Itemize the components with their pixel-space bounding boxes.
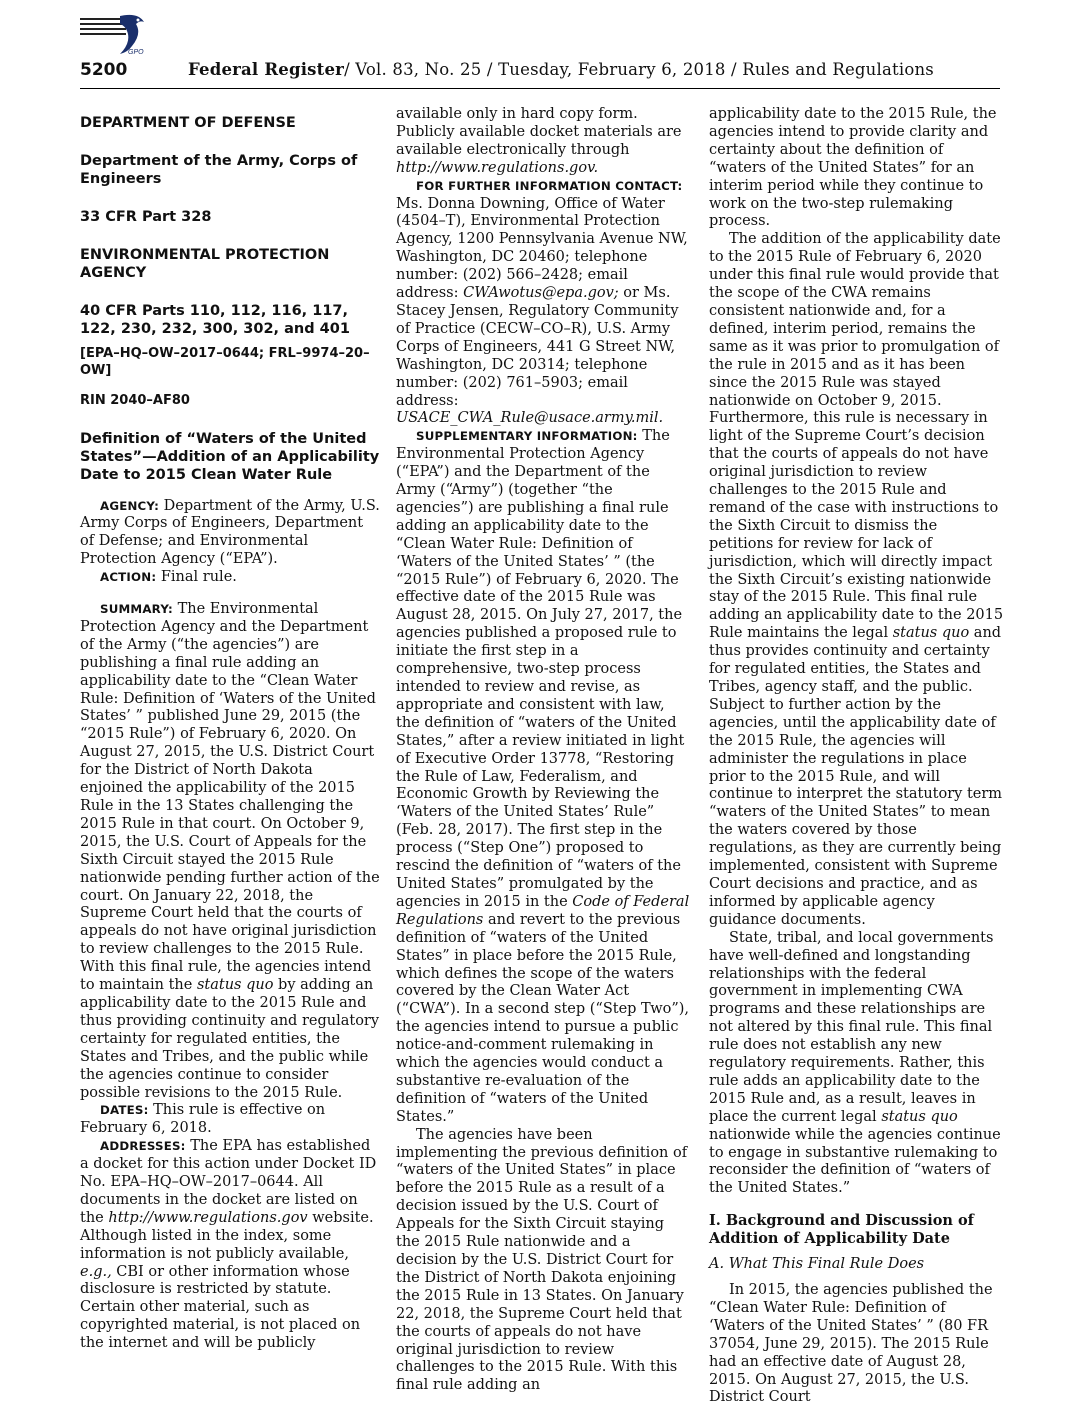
page-number: 5200 xyxy=(80,60,128,80)
dates-label: DATES: xyxy=(100,1103,149,1118)
rule-title: Definition of “Waters of the United States”—Addition of an Applicability Date to 2015 Clean Water Rule xyxy=(80,430,380,483)
agency-label: AGENCY: xyxy=(100,498,160,513)
issue-info: / Vol. 83, No. 25 / Tuesday, February 6, 2018 / Rules and Regulations xyxy=(344,60,934,79)
column-2 xyxy=(396,106,692,1396)
summary-label: SUMMARY: xyxy=(100,602,173,617)
implementation-paragraph: The agencies have been implementing the previous definition of “waters of the United States” in place before the 2015 Rule as a result of a decision issued by the U.S. Court of Appeals for the Sixth Circuit staying the 2015 Rule nationwide and a decision by the U.S. District Court for the District of North Dakota enjoining the 2015 Rule in 13 States. On January 22, 2018, the Supreme Court held that the courts of appeals do not have original jurisdiction to review challenges to the 2015 Rule. With this final rule adding an xyxy=(396,1126,688,1394)
header-rule xyxy=(80,88,1000,89)
publication-title: Federal Register xyxy=(188,60,345,79)
gpo-authentication-logo xyxy=(80,12,148,56)
regulations-gov-link[interactable]: http://www.regulations.gov xyxy=(108,1209,308,1226)
svg-text:GPO: GPO xyxy=(128,49,144,56)
contact-paragraph: FOR FURTHER INFORMATION CONTACT: Ms. Donna Downing, Office of Water (4504–T), Environmental Protection Agency, 1200 Pennsylvania Avenue NW, Washington, DC 20460; telephone number: (202) 566–2428; email address: CWAwotus@epa.gov; or Ms. Stacey Jensen, Regulatory Community of Practice (CECW–CO–R), U.S. Army Corps of Engineers, 441 G Street NW, Washington, DC 20314; telephone number: (202) 761–5903; email address: USACE_CWA_Rule@usace.army.mil. xyxy=(396,178,688,427)
contact-label: FOR FURTHER INFORMATION CONTACT: xyxy=(416,178,683,193)
epa-heading: ENVIRONMENTAL PROTECTION AGENCY xyxy=(80,247,330,281)
governments-paragraph: State, tribal, and local governments have well-defined and longstanding relationships with the federal government in implementing CWA programs and these relationships are not altered by this final rule. This final rule does not establish any new regulatory requirements. Rather, this rule adds an applicability date to the 2015 Rule and, as a result, leaves in place the current legal status quo nationwide while the agencies continue to engage in substantive rulemaking to reconsider the definition of “waters of the United States.” xyxy=(709,929,1001,1197)
department-of-defense-heading: DEPARTMENT OF DEFENSE xyxy=(80,115,296,131)
cfr-parts-heading: 40 CFR Parts 110, 112, 116, 117, 122, 230, 232, 300, 302, and 401 xyxy=(80,303,350,337)
addresses-label: ADDRESSES: xyxy=(100,1139,186,1154)
docket-number: [EPA–HQ–OW–2017–0644; FRL–9974–20–OW] xyxy=(80,346,370,378)
dates-paragraph: DATES: This rule is effective on February 6, 2018. xyxy=(80,1102,326,1137)
action-paragraph: ACTION: Final rule. xyxy=(100,569,237,586)
army-corps-heading: Department of the Army, Corps of Engineers xyxy=(80,153,358,187)
agency-paragraph: AGENCY: Department of the Army, U.S. Army Corps of Engineers, Department of Defense; and Environmental Protection Agency (“EPA”). xyxy=(80,497,380,568)
supplementary-label: SUPPLEMENTARY INFORMATION: xyxy=(416,429,638,444)
cfr-part-328-heading: 33 CFR Part 328 xyxy=(80,209,212,225)
addresses-continued: available only in hard copy form. Publicly available docket materials are available electronically through http://www.regulations.gov. xyxy=(396,106,682,176)
column-1 xyxy=(80,106,380,1396)
supplementary-paragraph: SUPPLEMENTARY INFORMATION: The Environmental Protection Agency (“EPA”) and the Department of the Army (“Army”) (together “the agencies”) are publishing a final rule adding an applicability date to the “Clean Water Rule: Definition of ‘Waters of the United States’ ” (the “2015 Rule”) of February 6, 2020. The effective date of the 2015 Rule was August 28, 2015. On July 27, 2017, the agencies published a proposed rule to initiate the first step in a comprehensive, two-step process intended to review and revise, as appropriate and consistent with law, the definition of “waters of the United States,” after a review initiated in light of Executive Order 13778, “Restoring the Rule of Law, Federalism, and Economic Growth by Reviewing the ‘Waters of the United States’ Rule” (Feb. 28, 2017). The first step in the process (“Step One”) proposed to rescind the definition of “waters of the United States” promulgated by the agencies in 2015 in the Code of Federal Regulations and revert to the previous definition of “waters of the United States” in place before the 2015 Rule, which defines the scope of the waters covered by the Clean Water Act (“CWA”). In a second step (“Step Two”), the agencies intend to pursue a public notice-and-comment rulemaking in which the agencies would conduct a substantive re-evaluation of the definition of “waters of the United States.” xyxy=(396,428,690,1125)
applicability-date-paragraph: The addition of the applicability date to the 2015 Rule of February 6, 2020 under this final rule would provide that the scope of the CWA remains consistent nationwide and, for a defined, interim period, remains the same as it was prior to promulgation of the rule in 2015 and as it has been since the 2015 Rule was stayed nationwide on October 9, 2015. Furthermore, this rule is necessary in light of the Supreme Court’s decision that the courts of appeals do not have original jurisdiction to review challenges to the 2015 Rule and remand of the case with instructions to the Sixth Circuit to dismiss the petitions for review for lack of jurisdiction, which will directly impact the Sixth Circuit’s existing nationwide stay of the 2015 Rule. This final rule adding an applicability date to the 2015 Rule maintains the legal status quo and thus provides continuity and certainty for regulated entities, the States and Tribes, agency staff, and the public. Subject to further action by the agencies, until the applicability date of the 2015 Rule, the agencies will administer the regulations in place prior to the 2015 Rule, and will continue to interpret the statutory term “waters of the United States” to mean the waters covered by those regulations, as they are currently being implemented, consistent with Supreme Court decisions and practice, and as informed by applicable agency guidance documents. xyxy=(709,231,1004,928)
column-3 xyxy=(709,106,1005,1406)
epa-email-link[interactable]: CWAwotus@epa.gov; xyxy=(463,285,619,302)
action-label: ACTION: xyxy=(100,570,157,585)
background-paragraph: In 2015, the agencies published the “Clean Water Rule: Definition of ‘Waters of the United States’ ” (80 FR 37054, June 29, 2015). The 2015 Rule had an effective date of August 28, 2015. On August 27, 2015, the U.S. District Court xyxy=(709,1282,993,1406)
rin-number: RIN 2040–AF80 xyxy=(80,393,190,408)
regulations-gov-link-2[interactable]: http://www.regulations.gov. xyxy=(396,159,599,176)
running-header xyxy=(188,60,934,79)
section-heading: I. Background and Discussion of Addition of Applicability Date xyxy=(709,1212,974,1248)
usace-email-link[interactable]: USACE_CWA_Rule@usace.army.mil. xyxy=(396,410,664,427)
subsection-heading: A. What This Final Rule Does xyxy=(709,1256,925,1273)
addresses-paragraph: ADDRESSES: The EPA has established a docket for this action under Docket ID No. EPA–HQ–OW–2017–0644. All documents in the docket are listed on the http://www.regulations.gov website. Although listed in the index, some information is not publicly available, e.g., CBI or other information whose disclosure is restricted by statute. Certain other material, such as copyrighted material, is not placed on the internet and will be publicly xyxy=(80,1138,377,1352)
applicability-continued: applicability date to the 2015 Rule, the agencies intend to provide clarity and certainty about the definition of “waters of the United States” for an interim period while they continue to work on the two-step rulemaking process. xyxy=(709,106,997,230)
summary-paragraph: SUMMARY: The Environmental Protection Agency and the Department of the Army (“the agencies”) are publishing a final rule adding an applicability date to the “Clean Water Rule: Definition of ‘Waters of the United States’ ” published June 29, 2015 (the “2015 Rule”) of February 6, 2020. On August 27, 2015, the U.S. District Court for the District of North Dakota enjoined the applicability of the 2015 Rule in the 13 States challenging the 2015 Rule in that court. On October 9, 2015, the U.S. Court of Appeals for the Sixth Circuit stayed the 2015 Rule nationwide pending further action of the court. On January 22, 2018, the Supreme Court held that the courts of appeals do not have original jurisdiction to review challenges to the 2015 Rule. With this final rule, the agencies intend to maintain the status quo by adding an applicability date to the 2015 Rule and thus providing continuity and regulatory certainty for regulated entities, the States and Tribes, and the public while the agencies continue to consider possible revisions to the 2015 Rule. xyxy=(80,601,380,1101)
